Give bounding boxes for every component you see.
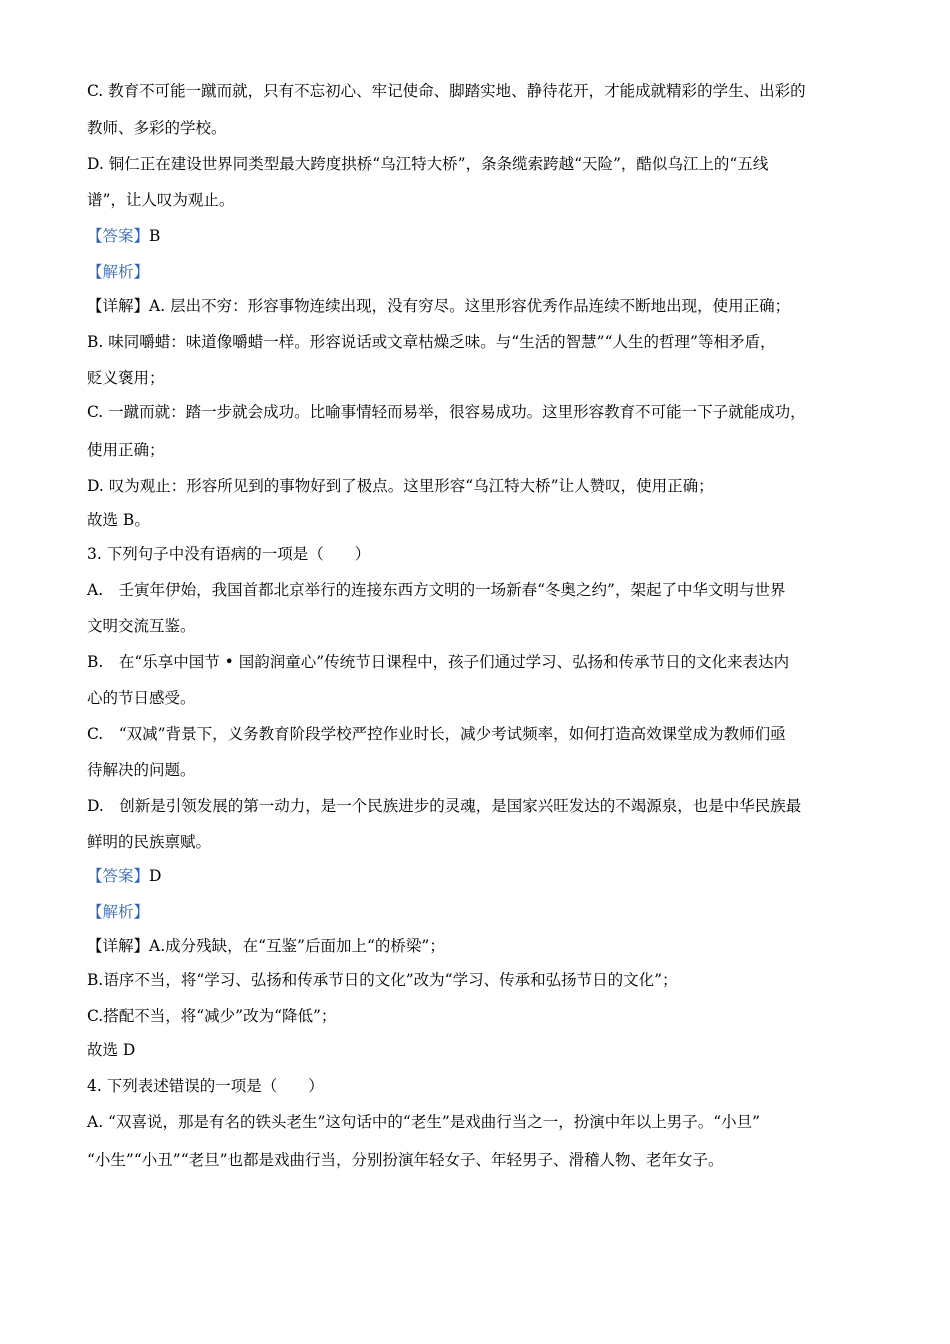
q2-detail-line: 贬义褒用； bbox=[87, 369, 165, 387]
q3-detail-line: B.语序不当，将“学习、弘扬和传承节日的文化”改为“学习、传承和弘扬节日的文化”； bbox=[87, 971, 678, 989]
q4-option-a-line1: A. “双喜说，那是有名的铁头老生”这句话中的“老生”是戏曲行当之一，扮演中年以上男子。“小旦” bbox=[87, 1113, 761, 1131]
q2-option-d-line1: D. 铜仁正在建设世界同类型最大跨度拱桥“乌江特大桥”，条条缆索跨越“天险”，酷似乌江上的“五线 bbox=[87, 155, 769, 173]
q3-option-line: 鲜明的民族禀赋。 bbox=[87, 833, 212, 851]
q3-detail-line: 【详解】A.成分残缺，在“互鉴”后面加上“的桥梁”； bbox=[87, 937, 445, 955]
q2-option-d-line2: 谱”，让人叹为观止。 bbox=[87, 191, 235, 209]
q4-stem: 4. 下列表述错误的一项是（ ） bbox=[87, 1077, 324, 1095]
q2-detail-line: 使用正确； bbox=[87, 441, 165, 459]
q3-option-line: D. 创新是引领发展的第一动力，是一个民族进步的灵魂，是国家兴旺发达的不竭源泉，也是中华民族最 bbox=[87, 797, 802, 815]
q3-option-line: A. 壬寅年伊始，我国首都北京举行的连接东西方文明的一场新春“冬奥之约”，架起了中华文明与世界 bbox=[87, 581, 786, 599]
q3-option-line: 文明交流互鉴。 bbox=[87, 617, 196, 635]
answer-tag: 【答案】 bbox=[87, 227, 150, 245]
q3-detail-line: C.搭配不当，将“减少”改为“降低”； bbox=[87, 1007, 337, 1025]
q3-answer bbox=[87, 866, 880, 886]
q2-detail-line: D. 叹为观止：形容所见到的事物好到了极点。这里形容“乌江特大桥”让人赞叹，使用正确； bbox=[87, 477, 714, 495]
q4-option-a-line2: “小生”“小丑”“老旦”也都是戏曲行当，分别扮演年轻女子、年轻男子、滑稽人物、老年女子。 bbox=[87, 1151, 724, 1169]
q2-detail-line: B. 味同嚼蜡：味道像嚼蜡一样。形容说话或文章枯燥乏味。与“生活的智慧”“人生的哲理”等相矛盾， bbox=[87, 333, 776, 351]
q3-option-line: 待解决的问题。 bbox=[87, 761, 196, 779]
q3-stem: 3. 下列句子中没有语病的一项是（ ） bbox=[87, 545, 371, 563]
q2-detail-line: 【详解】A. 层出不穷：形容事物连续出现，没有穷尽。这里形容优秀作品连续不断地出现，使用正确； bbox=[87, 297, 791, 315]
q2-option-c-line2: 教师、多彩的学校。 bbox=[87, 119, 227, 137]
answer-value: B bbox=[149, 227, 161, 245]
q3-option-line: C. “双减”背景下，义务教育阶段学校严控作业时长，减少考试频率，如何打造高效课堂成为教师们亟 bbox=[87, 725, 786, 743]
answer-value: D bbox=[149, 867, 162, 885]
q2-analysis-tag: 【解析】 bbox=[87, 263, 150, 281]
answer-tag: 【答案】 bbox=[87, 867, 150, 885]
q2-option-c-line1: C. 教育不可能一蹴而就，只有不忘初心、牢记使命、脚踏实地、静待花开，才能成就精彩的学生、出彩的 bbox=[87, 82, 806, 100]
q3-analysis-tag: 【解析】 bbox=[87, 903, 150, 921]
q3-detail-line: 故选 D bbox=[87, 1041, 136, 1059]
detail-tag: 【详解】 bbox=[87, 937, 150, 955]
q2-answer bbox=[87, 226, 880, 246]
q3-option-line: B. 在“乐享中国节 • 国韵润童心”传统节日课程中，孩子们通过学习、弘扬和传承节日的文化来表达内 bbox=[87, 653, 790, 671]
q3-option-line: 心的节日感受。 bbox=[87, 689, 196, 707]
q2-detail-line: 故选 B。 bbox=[87, 511, 150, 529]
q2-detail-line: C. 一蹴而就：踏一步就会成功。比喻事情轻而易举，很容易成功。这里形容教育不可能一下子就能成功， bbox=[87, 403, 806, 421]
detail-tag: 【详解】 bbox=[87, 297, 150, 315]
